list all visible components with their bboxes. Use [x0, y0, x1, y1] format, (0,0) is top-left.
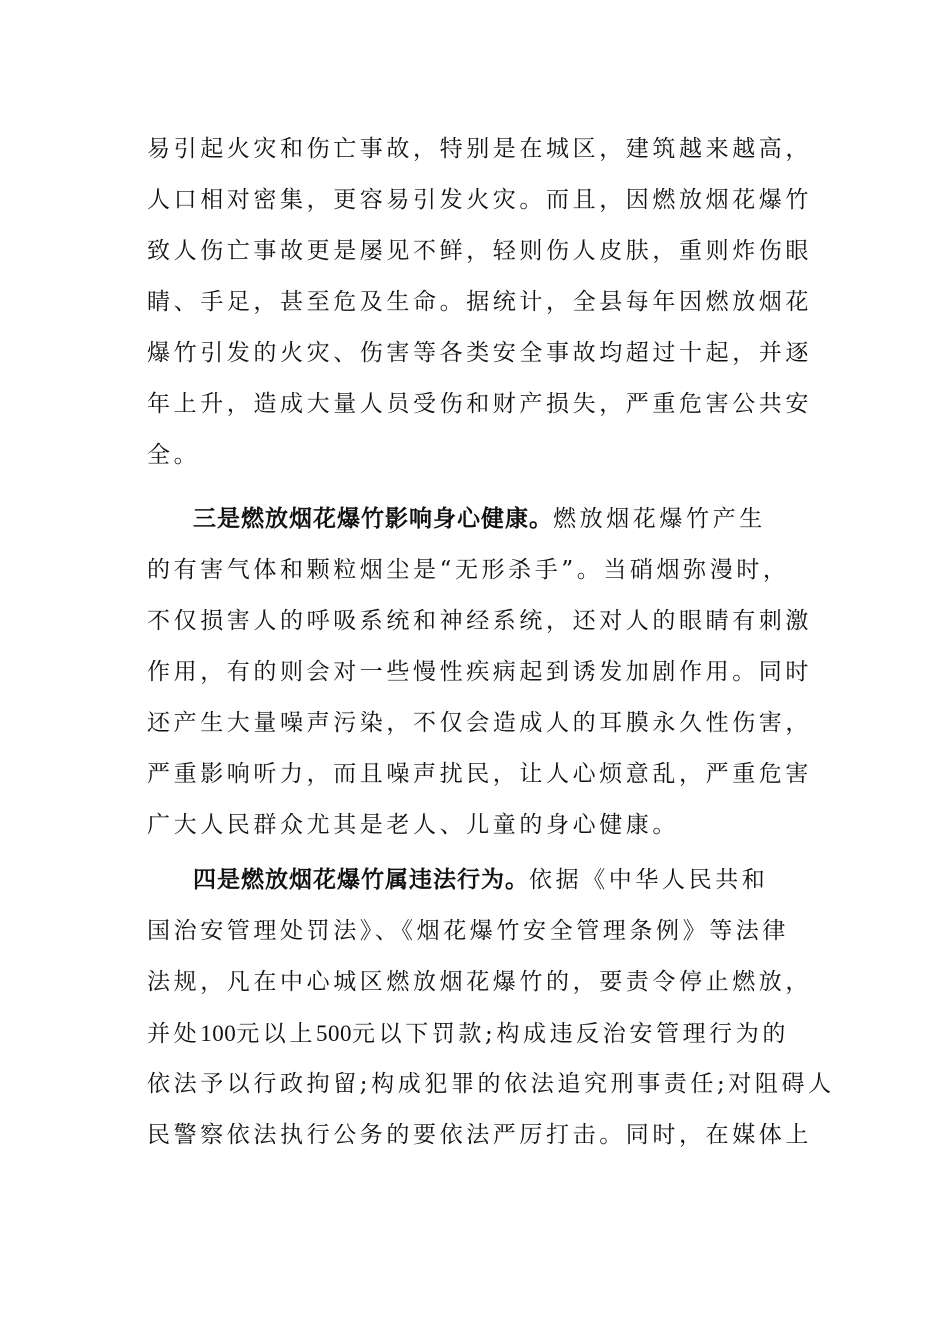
paragraph-1-line-3: 致人伤亡事故更是屡见不鲜，轻则伤人皮肤，重则炸伤眼: [147, 238, 812, 264]
paragraph-2-line-3: 不仅损害人的呼吸系统和神经系统，还对人的眼睛有刺激: [147, 608, 812, 634]
paragraph-3-line-3: 法规，凡在中心城区燃放烟花爆竹的，要责令停止燃放，: [147, 969, 812, 995]
paragraph-1-line-1: 易引起火灾和伤亡事故，特别是在城区，建筑越来越高，: [147, 136, 812, 162]
paragraph-3-line-1-rest: 依据《中华人民共和: [529, 867, 769, 893]
paragraph-2-line-6: 严重影响听力，而且噪声扰民，让人心烦意乱，严重危害: [147, 761, 812, 787]
paragraph-3-line-5: 依法予以行政拘留;构成犯罪的依法追究刑事责任;对阻碍人: [147, 1071, 835, 1097]
paragraph-2-line-1-rest: 燃放烟花爆竹产生: [553, 506, 766, 532]
paragraph-1-line-4: 睛、手足，甚至危及生命。据统计，全县每年因燃放烟花: [147, 289, 812, 315]
paragraph-3-line-6: 民警察依法执行公务的要依法严厉打击。同时，在媒体上: [147, 1122, 812, 1148]
paragraph-2-line-2: 的有害气体和颗粒烟尘是“无形杀手”。当硝烟弥漫时，: [147, 557, 790, 583]
paragraph-3-line-4-b: 元以上: [236, 1021, 317, 1047]
paragraph-2-line-4: 作用，有的则会对一些慢性疾病起到诱发加剧作用。同时: [147, 659, 812, 685]
paragraph-2-line-7: 广大人民群众尤其是老人、儿童的身心健康。: [147, 812, 679, 838]
paragraph-3-line-1: [193, 855, 768, 906]
paragraph-3-heading: 四是燃放烟花爆竹属违法行为。: [193, 867, 529, 893]
fine-max-amount: 500: [316, 1021, 353, 1046]
paragraph-1-line-6: 年上升，造成大量人员受伤和财产损失，严重危害公共安: [147, 391, 812, 417]
paragraph-3-line-2: 国治安管理处罚法》、《烟花爆竹安全管理条例》等法律: [147, 918, 789, 944]
paragraph-2-line-1: [193, 494, 766, 545]
paragraph-2-line-5: 还产生大量噪声污染，不仅会造成人的耳膜永久性伤害，: [147, 710, 812, 736]
paragraph-3-line-4: [147, 1008, 789, 1059]
paragraph-1-line-5: 爆竹引发的火灾、伤害等各类安全事故均超过十起，并逐: [147, 340, 812, 366]
paragraph-3-line-4-a: 并处: [147, 1021, 201, 1047]
paragraph-2-heading: 三是燃放烟花爆竹影响身心健康。: [193, 506, 553, 532]
paragraph-3-line-4-c: 元以下罚款;构成违反治安管理行为的: [352, 1021, 789, 1047]
fine-min-amount: 100: [200, 1021, 237, 1046]
paragraph-1-line-2: 人口相对密集，更容易引发火灾。而且，因燃放烟花爆竹: [147, 187, 812, 213]
paragraph-1-line-7: 全。: [147, 442, 201, 468]
